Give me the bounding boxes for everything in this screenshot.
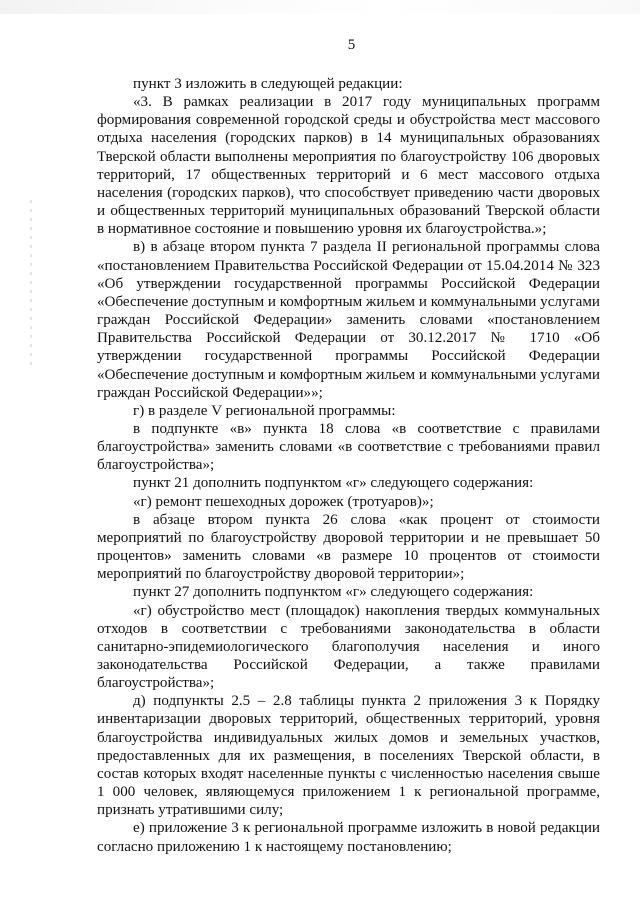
paragraph-point3-intro: пункт 3 изложить в следующей редакции: (133, 76, 403, 92)
paragraph-point18: в подпункте «в» пункта 18 слова «в соответствие с правилами благоустройства» заменить словами «в соответствие с требованиями правил благоустройства»; (97, 420, 600, 474)
paragraph-point21-text: «г) ремонт пешеходных дорожек (тротуаров)»; (133, 493, 434, 510)
paragraph-point21-intro: пункт 21 дополнить подпунктом «г» следующего содержания: (133, 475, 534, 492)
scan-top-edge (0, 0, 640, 14)
document-page (97, 36, 600, 856)
paragraph-v-point7: в) в абзаце втором пункта 7 раздела II региональной программы слова «постановлением Правительства Российской Федерации от 15.04.2014 № 323 «Об утверждении государственной программы Российской Федерации «Обеспечение доступным и комфортным жильем и коммунальными услугами граждан Российской Федерации» заменить словами «постановлением Правительства Российской Федерации от 30.12.2017 № 1710 «Об утверждении государственной программы Российской Федерации «Обеспечение доступным и комфортным жильем и коммунальными услугами граждан Российской Федерации»»; (97, 239, 600, 401)
paragraph-point27-intro: пункт 27 дополнить подпунктом «г» следующего содержания: (133, 584, 534, 601)
scan-left-mark (30, 200, 32, 370)
paragraph-point26: в абзаце втором пункта 26 слова «как процент от стоимости мероприятий по благоустройству дворовой территории и не превышает 50 процентов» заменить словами «в размере 10 процентов от стоимости мероприятий по благоустройству дворовой территории»; (97, 511, 600, 583)
paragraph-point27-text: «г) обустройство мест (площадок) накопления твердых коммунальных отходов в соответствии с требованиями законодательства в области санитарно-эпидемиологического благополучия населения и иного законодательства Российской Федерации, а также правилами благоустройства»; (97, 602, 600, 692)
page-number: 5 (347, 37, 356, 53)
paragraph-e-appendix3: е) приложение 3 к региональной программе изложить в новой редакции согласно приложению 1 к настоящему постановлению; (97, 820, 600, 855)
paragraph-point3-text: «3. В рамках реализации в 2017 году муниципальных программ формирования современной городской среды и обустройства мест массового отдыха населения (городских парков) в 14 муниципальных образованиях Тверской области выполнены мероприятия по благоустройству 106 дворовых территорий, 17 общественных территорий и 6 мест массового отдыха населения (городских парков), что способствует приведению части дворовых и общественных территорий муниципальных образований Тверской области в нормативное состояние и повышению уровня их благоустройства.»; (97, 94, 600, 238)
paragraph-d-appendix3: д) подпункты 2.5 – 2.8 таблицы пункта 2 приложения 3 к Порядку инвентаризации дворовых территорий, общественных территорий, уровня благоустройства индивидуальных жилых домов и земельных участков, предоставленных для их размещения, в поселениях Тверской области, в состав которых входят населенные пункты с численностью населения свыше 1 000 человек, являющемуся приложением 1 к региональной программе, признать утратившими силу; (97, 693, 600, 819)
paragraph-g-section5: г) в разделе V региональной программы: (133, 402, 396, 419)
